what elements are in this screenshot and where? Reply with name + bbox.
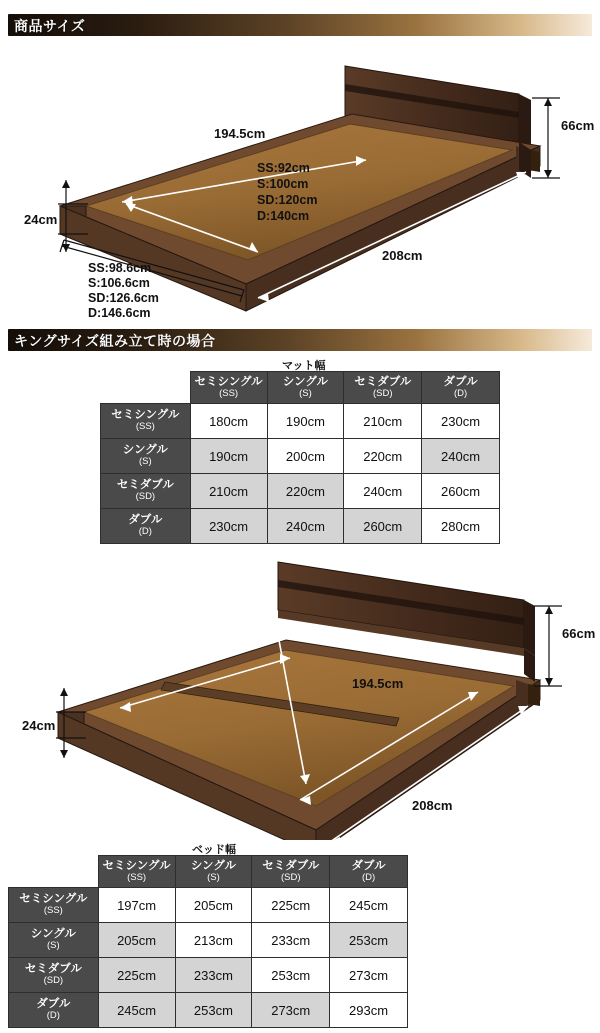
cell-d-ss: 245cm	[98, 993, 175, 1028]
cell-s-s: 200cm	[267, 439, 344, 474]
col-header-sd	[344, 372, 422, 404]
col-header-ss	[98, 856, 175, 888]
row-header-sd	[9, 958, 99, 993]
bed-width-table	[8, 855, 408, 1028]
row-header-ss-main: セミシングル	[111, 409, 180, 422]
cell-sd-sd: 240cm	[344, 474, 422, 509]
cell-sd-d: 260cm	[422, 474, 500, 509]
col-header-ss-sub: (SS)	[219, 387, 239, 399]
cell-ss-ss: 180cm	[190, 404, 267, 439]
table-row	[9, 923, 408, 958]
row-header-s	[9, 923, 99, 958]
col-header-s-sub: (S)	[299, 387, 312, 399]
svg-text:194.5cm: 194.5cm	[352, 676, 404, 691]
col-header-sd-main: セミダブル	[262, 859, 320, 872]
row-header-d	[9, 993, 99, 1028]
cell-ss-d: 230cm	[422, 404, 500, 439]
table-row	[101, 404, 500, 439]
col-header-d-sub: (D)	[361, 871, 376, 883]
table-corner	[9, 856, 99, 888]
col-header-ss-sub: (SS)	[127, 871, 147, 883]
mat-width-table	[100, 371, 500, 544]
col-header-d-main: ダブル	[443, 375, 478, 388]
cell-sd-ss: 210cm	[190, 474, 267, 509]
row-header-s-sub: (S)	[139, 456, 152, 468]
col-header-sd-sub: (SD)	[280, 871, 301, 883]
table-corner	[101, 372, 191, 404]
cell-sd-s: 220cm	[267, 474, 344, 509]
cell-s-sd: 220cm	[344, 439, 422, 474]
col-header-ss-main: セミシングル	[194, 375, 263, 388]
table2-caption: ベッド幅	[192, 844, 236, 856]
svg-text:D:146.6cm: D:146.6cm	[88, 306, 151, 318]
table-row	[9, 993, 408, 1028]
bed-diagram-king	[0, 540, 600, 840]
row-header-sd-sub: (SD)	[43, 975, 64, 987]
cell-d-sd: 273cm	[252, 993, 330, 1028]
svg-text:24cm: 24cm	[24, 212, 58, 227]
table-row	[101, 509, 500, 544]
cell-s-sd: 233cm	[252, 923, 330, 958]
cell-d-ss: 230cm	[190, 509, 267, 544]
cell-d-s: 240cm	[267, 509, 344, 544]
table-header-row	[101, 372, 500, 404]
svg-text:S:106.6cm: S:106.6cm	[88, 276, 150, 290]
cell-d-s: 253cm	[175, 993, 252, 1028]
col-header-sd-sub: (SD)	[372, 387, 393, 399]
table-row	[9, 888, 408, 923]
row-header-sd	[101, 474, 191, 509]
row-header-d	[101, 509, 191, 544]
row-header-sd-main: セミダブル	[24, 963, 82, 976]
row-header-d-sub: (D)	[46, 1010, 60, 1022]
cell-sd-s: 233cm	[175, 958, 252, 993]
row-header-ss-main: セミシングル	[19, 893, 88, 906]
cell-s-ss: 190cm	[190, 439, 267, 474]
col-header-sd	[252, 856, 330, 888]
svg-text:SS:92cm: SS:92cm	[257, 161, 310, 175]
cell-sd-ss: 225cm	[98, 958, 175, 993]
cell-s-ss: 205cm	[98, 923, 175, 958]
bed-diagram-single	[0, 38, 600, 318]
row-header-ss	[9, 888, 99, 923]
row-header-ss-sub: (SS)	[43, 905, 63, 917]
section-title: キングサイズ組み立て時の場合	[14, 333, 216, 349]
row-header-ss-sub: (SS)	[135, 421, 155, 433]
cell-d-d: 293cm	[330, 993, 408, 1028]
row-header-d-main: ダブル	[36, 998, 71, 1011]
row-header-d-sub: (D)	[138, 526, 152, 538]
col-header-d-main: ダブル	[351, 859, 386, 872]
col-header-ss	[190, 372, 267, 404]
col-header-s-main: シングル	[282, 375, 328, 388]
cell-d-d: 280cm	[422, 509, 500, 544]
cell-ss-s: 205cm	[175, 888, 252, 923]
cell-d-sd: 260cm	[344, 509, 422, 544]
section-header-product-size	[8, 14, 592, 36]
svg-text:SD:120cm: SD:120cm	[257, 193, 318, 207]
col-header-sd-main: セミダブル	[354, 375, 412, 388]
svg-text:S:100cm: S:100cm	[257, 177, 309, 191]
svg-text:24cm: 24cm	[22, 718, 56, 733]
table-row	[101, 439, 500, 474]
cell-ss-sd: 210cm	[344, 404, 422, 439]
row-header-s-sub: (S)	[47, 940, 60, 952]
col-header-s-main: シングル	[190, 859, 236, 872]
svg-text:D:140cm: D:140cm	[257, 209, 310, 223]
col-header-ss-main: セミシングル	[102, 859, 171, 872]
cell-s-d: 240cm	[422, 439, 500, 474]
row-header-sd-main: セミダブル	[116, 479, 174, 492]
svg-text:SD:126.6cm: SD:126.6cm	[88, 291, 159, 305]
col-header-s	[267, 372, 344, 404]
col-header-d-sub: (D)	[453, 387, 468, 399]
col-header-s-sub: (S)	[207, 871, 220, 883]
section-header-king-assembly	[8, 329, 592, 351]
row-header-s-main: シングル	[122, 444, 168, 457]
table1-caption: マット幅	[282, 360, 326, 372]
svg-text:SS:98.6cm: SS:98.6cm	[88, 261, 152, 275]
svg-text:66cm: 66cm	[561, 118, 595, 133]
cell-ss-ss: 197cm	[98, 888, 175, 923]
col-header-s	[175, 856, 252, 888]
row-header-s-main: シングル	[30, 928, 76, 941]
table-row	[101, 474, 500, 509]
col-header-d	[422, 372, 500, 404]
row-header-s	[101, 439, 191, 474]
col-header-d	[330, 856, 408, 888]
cell-s-s: 213cm	[175, 923, 252, 958]
svg-text:194.5cm: 194.5cm	[214, 126, 266, 141]
cell-s-d: 253cm	[330, 923, 408, 958]
row-header-d-main: ダブル	[128, 514, 163, 527]
bed-illustration-2	[0, 540, 600, 840]
table-row	[9, 958, 408, 993]
cell-sd-d: 273cm	[330, 958, 408, 993]
cell-sd-sd: 253cm	[252, 958, 330, 993]
bed-illustration-1	[0, 38, 600, 318]
row-header-sd-sub: (SD)	[135, 491, 156, 503]
cell-ss-s: 190cm	[267, 404, 344, 439]
cell-ss-sd: 225cm	[252, 888, 330, 923]
svg-text:66cm: 66cm	[562, 626, 596, 641]
svg-text:208cm: 208cm	[412, 798, 453, 813]
row-header-ss	[101, 404, 191, 439]
svg-text:208cm: 208cm	[382, 248, 423, 263]
section-title: 商品サイズ	[14, 18, 86, 34]
table-header-row	[9, 856, 408, 888]
cell-ss-d: 245cm	[330, 888, 408, 923]
